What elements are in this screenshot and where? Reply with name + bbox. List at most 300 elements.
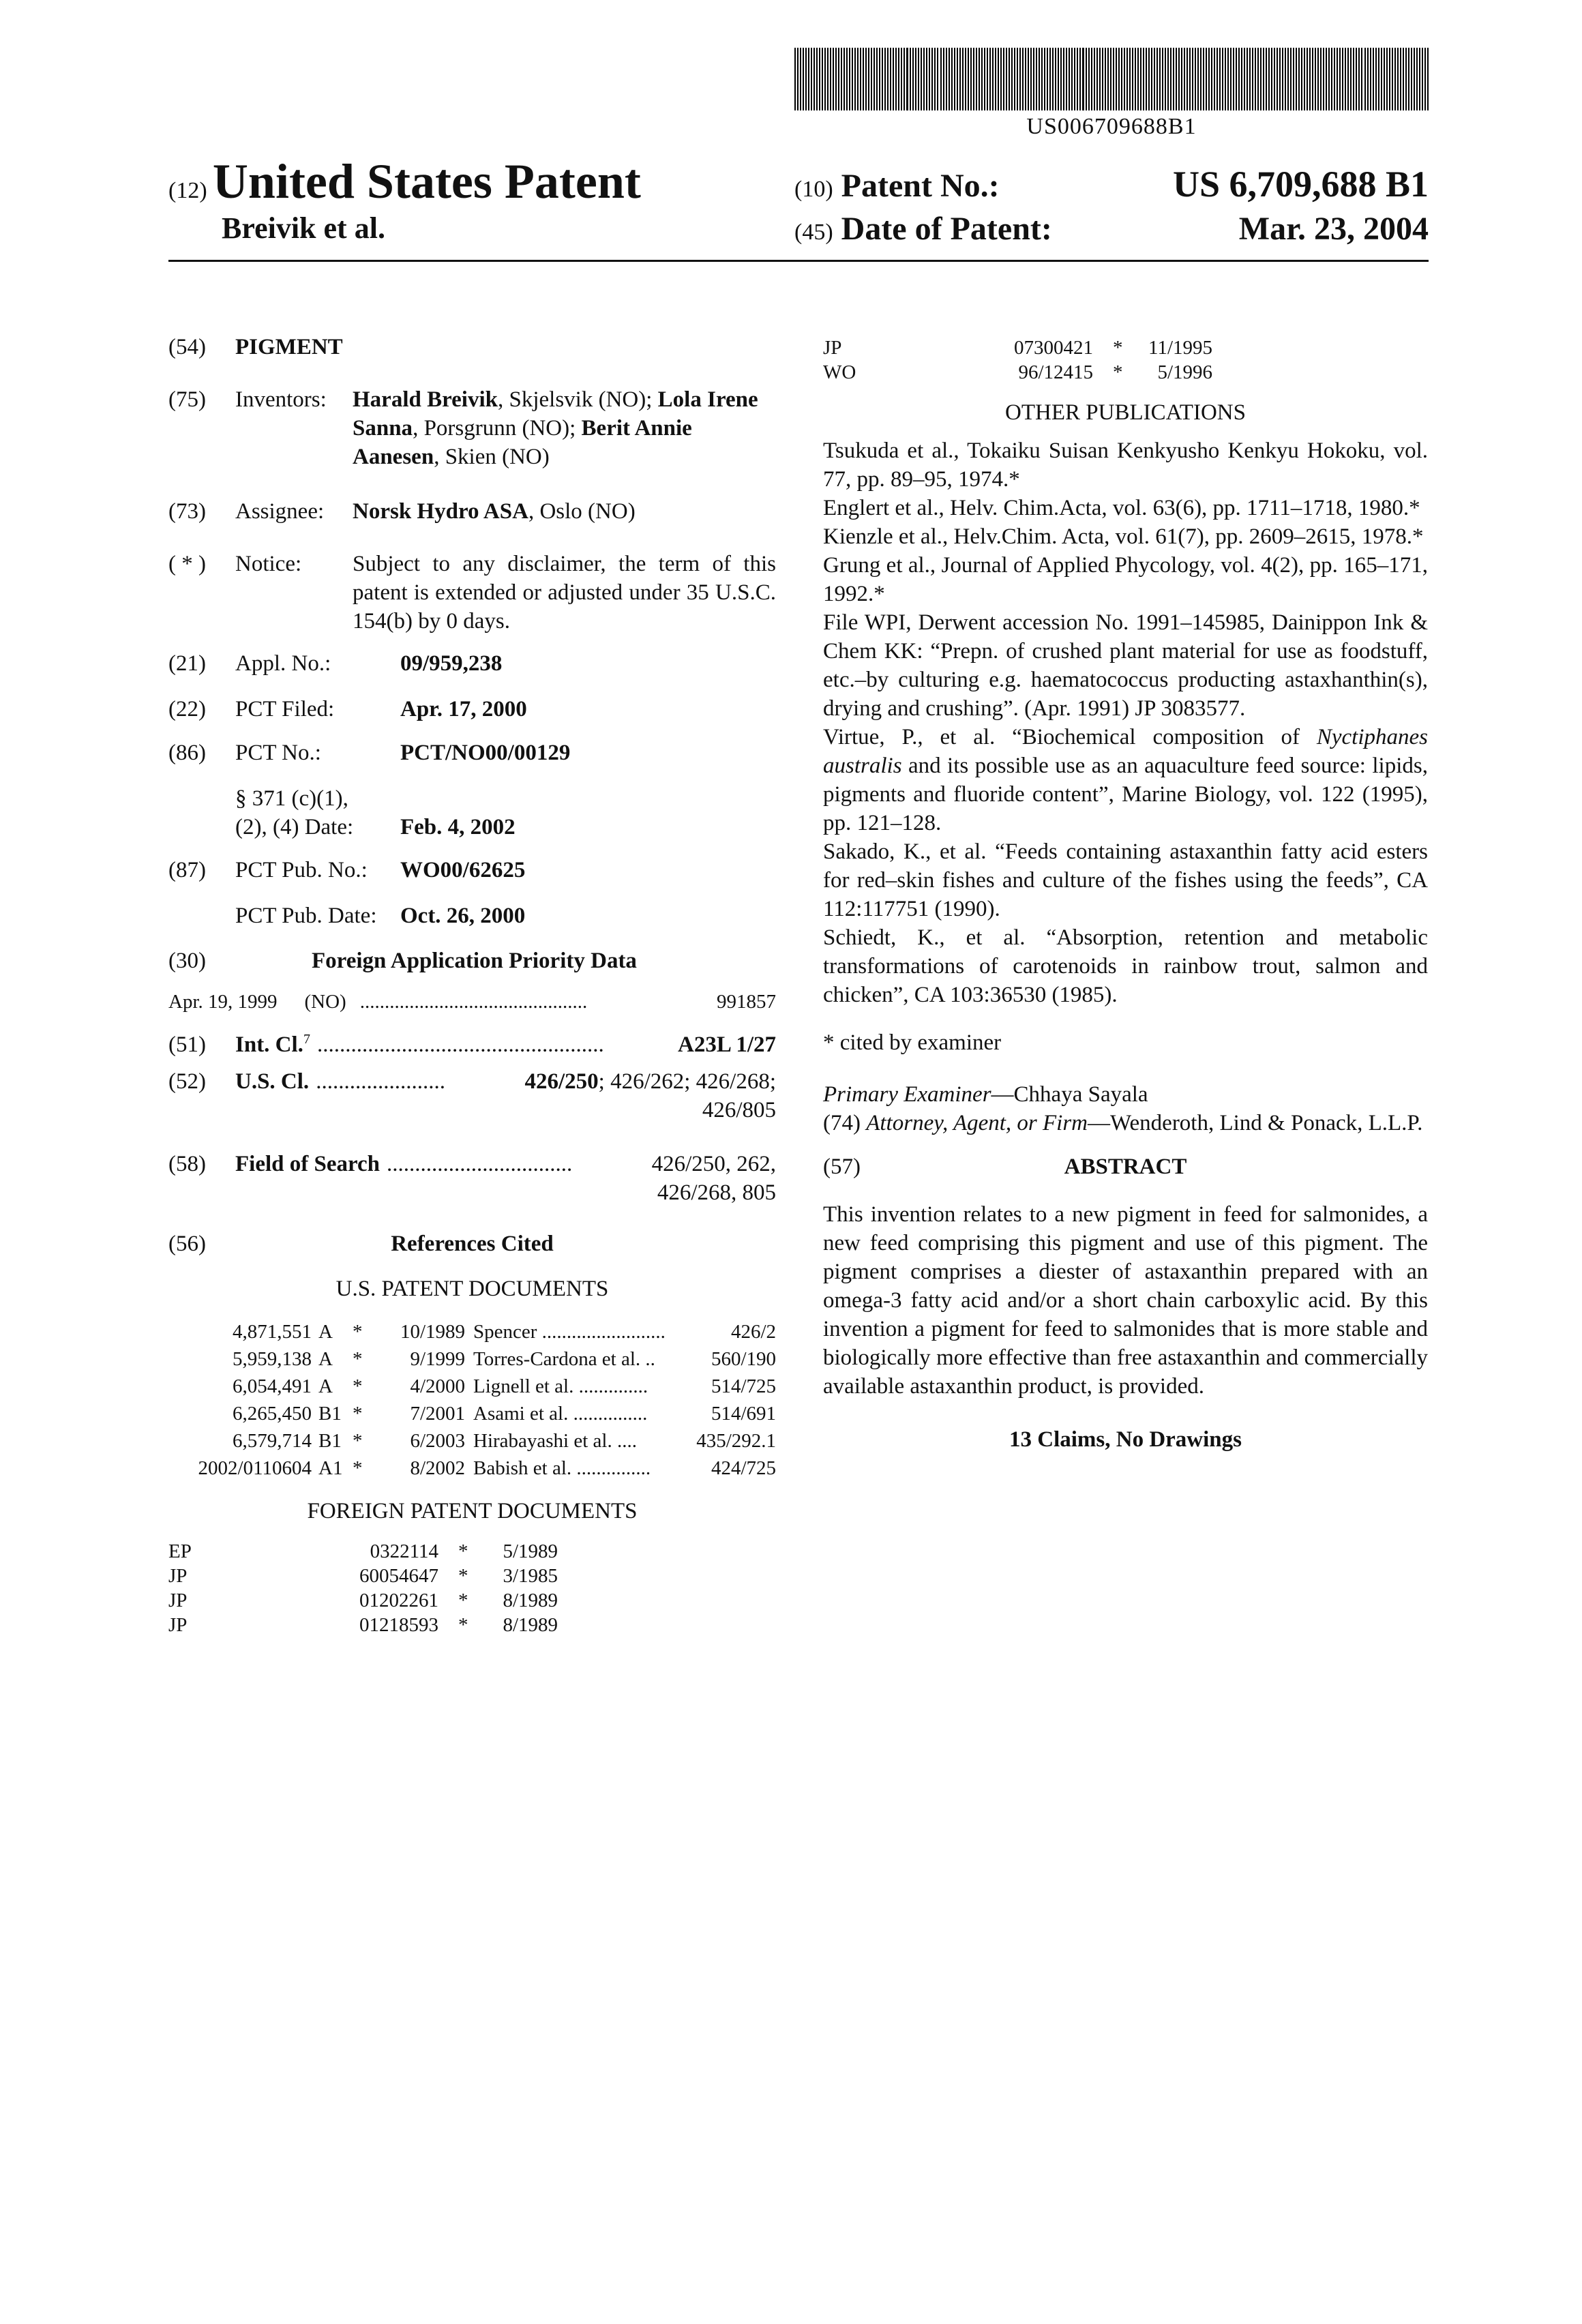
- barcode-bar: [871, 48, 872, 110]
- barcode-bar: [1143, 48, 1144, 110]
- barcode-bar: [1315, 48, 1316, 110]
- us-class: 514/725: [711, 1373, 776, 1400]
- field-label: (2), (4) Date:: [235, 813, 400, 841]
- publication: File WPI, Derwent accession No. 1991–145985, Dainippon Ink & Chem KK: “Prepn. of crushed plant material for use as foodstuff, etc.–by culturing e.g. haematococcus producting astaxhanthin(s), drying and crushing”. (Apr. 1991) JP 3083577.: [823, 608, 1428, 723]
- barcode-bar: [1063, 48, 1064, 110]
- barcode-bar: [1055, 48, 1056, 110]
- barcode-bar: [1282, 48, 1283, 110]
- cited-star: *: [353, 1427, 380, 1455]
- field-label: [235, 1030, 310, 1059]
- barcode-bar: [995, 48, 996, 110]
- barcode-bar: [1252, 48, 1253, 110]
- leader-dots: .......................: [316, 1067, 445, 1096]
- claims-summary: 13 Claims, No Drawings: [823, 1425, 1428, 1454]
- barcode-bar: [1167, 48, 1169, 110]
- barcode-bar: [1186, 48, 1188, 110]
- field-label: U.S. Cl.: [235, 1067, 309, 1096]
- barcode-bar: [1386, 48, 1388, 110]
- inventor-place: , Skien (NO): [434, 445, 550, 469]
- barcode-bar: [1320, 48, 1322, 110]
- patent-number: 4,871,551: [168, 1318, 312, 1345]
- barcode-bar: [1173, 48, 1174, 110]
- pct-pub-row: [168, 856, 776, 884]
- patent-number: 01202261: [305, 1588, 438, 1613]
- cited-star: *: [353, 1455, 380, 1482]
- inventor: Lignell et al.: [473, 1375, 573, 1397]
- field-label: PCT Pub. Date:: [235, 902, 400, 930]
- foreign-patent-list-continued: [823, 336, 1428, 385]
- inventor-place: , Porsgrunn (NO);: [413, 416, 581, 441]
- barcode-bar: [1375, 48, 1377, 110]
- inventor: Asami et al.: [473, 1403, 568, 1425]
- barcode-bar: [1334, 48, 1335, 110]
- attorney-name: —Wenderoth, Lind & Ponack, L.L.P.: [1088, 1111, 1422, 1135]
- kind-code: B1: [312, 1427, 353, 1455]
- section-heading: References Cited: [235, 1230, 776, 1258]
- barcode-bar: [1419, 48, 1420, 110]
- barcode-bar: [937, 48, 938, 110]
- abstract-heading: [823, 1152, 1428, 1181]
- inventor: Hirabayashi et al.: [473, 1430, 612, 1452]
- us-class: 560/190: [711, 1345, 776, 1373]
- field-label: Appl. No.:: [235, 649, 400, 678]
- barcode-bar: [1156, 48, 1158, 110]
- cited-star: *: [353, 1373, 380, 1400]
- kind-code: A: [312, 1345, 353, 1373]
- barcode-bar: [879, 48, 880, 110]
- barcode-bar: [816, 48, 818, 110]
- barcode-bar: [863, 48, 864, 110]
- barcode-bar: [1088, 48, 1090, 110]
- barcode-bar: [1176, 48, 1177, 110]
- barcode-bar: [1373, 48, 1374, 110]
- barcode-bar: [1219, 48, 1221, 110]
- barcode-bar: [811, 48, 812, 110]
- barcode-bar: [1094, 48, 1095, 110]
- inventor-place: , Skjelsvik (NO);: [498, 387, 658, 412]
- patent-number-line: [794, 164, 1429, 207]
- barcode-bar: [874, 48, 875, 110]
- barcode-bar: [844, 48, 845, 110]
- inid-code: (30): [168, 947, 235, 975]
- foreign-patent-list: [168, 1539, 776, 1637]
- barcode-bar: [1102, 48, 1103, 110]
- title-row: [168, 333, 776, 361]
- patent-date: 11/1995: [1134, 336, 1212, 360]
- barcode-bar: [1105, 48, 1106, 110]
- barcode-bar: [910, 48, 911, 110]
- barcode-bar: [890, 48, 891, 110]
- us-cl-rest: ; 426/262; 426/268;: [599, 1069, 776, 1094]
- barcode-bar: [1124, 48, 1125, 110]
- patent-date: 5/1996: [1134, 360, 1212, 385]
- barcode-bar: [1392, 48, 1393, 110]
- barcode-bar: [1017, 48, 1018, 110]
- patent-number: 60054647: [305, 1564, 438, 1588]
- country: JP: [168, 1613, 305, 1637]
- barcode-bar: [1422, 48, 1423, 110]
- barcode-bar: [1236, 48, 1237, 110]
- other-publications: [823, 436, 1428, 1009]
- barcode-bar: [797, 48, 799, 110]
- barcode-bar: [1028, 48, 1029, 110]
- barcode-bar: [1249, 48, 1251, 110]
- barcode-bar: [814, 48, 815, 110]
- patent-type-heading: [168, 154, 641, 218]
- foreign-patent-row: [168, 1613, 776, 1637]
- barcode-bar: [860, 48, 861, 110]
- barcode-bar: [921, 48, 922, 110]
- barcode-bar: [849, 48, 850, 110]
- barcode-bar: [931, 48, 933, 110]
- barcode-bar: [1099, 48, 1101, 110]
- barcode-bar: [1019, 48, 1021, 110]
- patent-date: 8/1989: [479, 1588, 558, 1613]
- barcode-bar: [1079, 48, 1081, 110]
- patent-number: 5,959,138: [168, 1345, 312, 1373]
- inid-code: (86): [168, 739, 235, 767]
- cited-star: *: [353, 1345, 380, 1373]
- inid-code: (10): [794, 175, 833, 204]
- barcode-bar: [981, 48, 983, 110]
- barcode-bar: [868, 48, 869, 110]
- barcode-bar: [1378, 48, 1379, 110]
- barcode-bar: [1414, 48, 1415, 110]
- barcode-bar: [957, 48, 958, 110]
- inid-code: (87): [168, 856, 235, 884]
- barcode-bar: [1137, 48, 1139, 110]
- header-rule: [168, 260, 1429, 262]
- barcode-bar: [819, 48, 820, 110]
- barcode-bar: [968, 48, 969, 110]
- barcode-bar: [1039, 48, 1040, 110]
- barcode-bar: [1069, 48, 1070, 110]
- attorney: [823, 1109, 1428, 1137]
- barcode-bar: [1370, 48, 1371, 110]
- subsection-heading: FOREIGN PATENT DOCUMENTS: [168, 1497, 776, 1525]
- inid-code: (75): [168, 385, 235, 471]
- barcode-bar: [854, 48, 856, 110]
- barcode-bar: [882, 48, 883, 110]
- abstract-text: This invention relates to a new pigment in feed for salmonides, a new feed comprising this pigment and use of this pigment. The pigment comprises a diester of astaxanthin prepared with an omega-3 fatty acid and/or a short chain carboxylic acid. By this invention a pigment for feed to salmonides that is more stable and biologically more effective than free astaxanthin and commercially available astaxanthin product, is provided.: [823, 1200, 1428, 1401]
- barcode-bar: [1353, 48, 1354, 110]
- cited-star: *: [438, 1564, 479, 1588]
- barcode-bar: [989, 48, 991, 110]
- us-patent-row: [168, 1400, 776, 1427]
- barcode-bar: [1424, 48, 1426, 110]
- barcode-bar: [841, 48, 842, 110]
- barcode-bar: [1326, 48, 1327, 110]
- patent-date: 9/1999: [380, 1345, 465, 1373]
- barcode-bar: [1298, 48, 1300, 110]
- barcode-bar: [1135, 48, 1136, 110]
- barcode-bar: [1364, 48, 1366, 110]
- patent-number: 6,265,450: [168, 1400, 312, 1427]
- field-label: Inventors:: [235, 385, 353, 471]
- patent-date: 8/1989: [479, 1613, 558, 1637]
- us-patent-row: [168, 1427, 776, 1455]
- barcode-bar: [1192, 48, 1193, 110]
- barcode-bar: [934, 48, 936, 110]
- barcode-bar: [1222, 48, 1223, 110]
- barcode-bar: [940, 48, 942, 110]
- us-cl-main: 426/250: [524, 1069, 598, 1094]
- barcode-bar: [893, 48, 894, 110]
- barcode-bar: [1271, 48, 1272, 110]
- inid-code: (45): [794, 218, 833, 247]
- patent-date: 5/1989: [479, 1539, 558, 1564]
- barcode-bar: [1427, 48, 1429, 110]
- pct-pub-date: Oct. 26, 2000: [400, 902, 776, 930]
- publication: Grung et al., Journal of Applied Phycology, vol. 4(2), pp. 165–171, 1992.*: [823, 551, 1428, 608]
- barcode-bar: [1293, 48, 1294, 110]
- label-text: Int. Cl.: [235, 1032, 303, 1057]
- barcode-bar: [1060, 48, 1062, 110]
- field-label: Field of Search: [235, 1150, 380, 1178]
- barcode-bar: [1159, 48, 1161, 110]
- us-class: 426/2: [731, 1318, 776, 1345]
- priority-country: (NO): [305, 989, 346, 1015]
- us-class: 435/292.1: [696, 1427, 776, 1455]
- patent-date: 3/1985: [479, 1564, 558, 1588]
- barcode-bar: [1301, 48, 1302, 110]
- search-fields: 426/250, 262,: [652, 1150, 776, 1178]
- patent-title-heading: United States Patent: [213, 154, 641, 209]
- publication: Schiedt, K., et al. “Absorption, retention and metabolic transformations of carotenoids in rainbow trout, salmon and chicken”, CA 103:36530 (1985).: [823, 923, 1428, 1009]
- barcode-bar: [929, 48, 930, 110]
- barcode-bar: [1416, 48, 1418, 110]
- leader-dots: ..............: [579, 1375, 648, 1397]
- field-label: PCT No.:: [235, 739, 400, 767]
- barcode-bar: [949, 48, 950, 110]
- barcode-bar: [1408, 48, 1409, 110]
- kind-code: A: [312, 1373, 353, 1400]
- inventor: Torres-Cardona et al.: [473, 1348, 640, 1370]
- patent-number: 2002/0110604: [168, 1455, 312, 1482]
- barcode-bar: [1394, 48, 1396, 110]
- barcode-bar: [838, 48, 839, 110]
- barcode-bar: [946, 48, 947, 110]
- leader-dots: .........................: [542, 1321, 666, 1343]
- barcode-bar: [830, 48, 831, 110]
- barcode-bar: [1403, 48, 1404, 110]
- patent-number: 96/12415: [959, 360, 1093, 385]
- barcode-bar: [1230, 48, 1232, 110]
- barcode-bar: [915, 48, 916, 110]
- barcode-bar: [1074, 48, 1075, 110]
- field-label: PCT Pub. No.:: [235, 856, 400, 884]
- barcode-bar: [1350, 48, 1352, 110]
- barcode-bar: [1345, 48, 1346, 110]
- barcode-bar: [1244, 48, 1245, 110]
- inid-code: (22): [168, 695, 235, 724]
- barcode-bar: [1082, 48, 1084, 110]
- barcode-bar: [979, 48, 980, 110]
- barcode-bar: [808, 48, 809, 110]
- publication: Sakado, K., et al. “Feeds containing astaxanthin fatty acid esters for red–skin fishes and culture of the fishes using the feeds”, CA 112:117751 (1990).: [823, 837, 1428, 923]
- us-patent-row: [168, 1373, 776, 1400]
- barcode-bar: [1400, 48, 1401, 110]
- patent-number: 01218593: [305, 1613, 438, 1637]
- barcode-bar: [1140, 48, 1141, 110]
- barcode-bar: [970, 48, 972, 110]
- section-heading: Foreign Application Priority Data: [235, 947, 776, 975]
- inventor-name: Lola Irene Sanna: [353, 387, 758, 441]
- barcode-bar: [912, 48, 914, 110]
- us-class: 514/691: [711, 1400, 776, 1427]
- barcode-bar: [1337, 48, 1338, 110]
- us-cl-row: [168, 1067, 776, 1124]
- barcode-bar: [1279, 48, 1281, 110]
- primary-examiner: [823, 1080, 1428, 1109]
- notice-row: [168, 550, 776, 636]
- patent-number: 0322114: [305, 1539, 438, 1564]
- field-label: PCT Filed:: [235, 695, 400, 724]
- country: WO: [823, 360, 959, 385]
- foreign-patent-row: [168, 1564, 776, 1588]
- patent-number: US 6,709,688 B1: [1173, 164, 1429, 205]
- barcode-bar: [1151, 48, 1152, 110]
- cited-star: *: [1093, 336, 1134, 360]
- label-text: Primary Examiner: [823, 1082, 991, 1107]
- country: JP: [168, 1588, 305, 1613]
- inid-code: (56): [168, 1230, 235, 1258]
- barcode-bar: [1211, 48, 1212, 110]
- barcode-bar: [1411, 48, 1412, 110]
- us-patent-row: [168, 1318, 776, 1345]
- barcode-bar: [1225, 48, 1226, 110]
- foreign-patent-row: [823, 360, 1428, 385]
- inid-code: ( * ): [168, 550, 235, 636]
- pub-text: Virtue, P., et al. “Biochemical composition of: [823, 725, 1317, 749]
- patent-date: 6/2003: [380, 1427, 465, 1455]
- us-patent-list: [168, 1318, 776, 1482]
- barcode-bar: [1339, 48, 1341, 110]
- patent-date: 4/2000: [380, 1373, 465, 1400]
- barcode-bar: [1154, 48, 1155, 110]
- barcode-bar: [803, 48, 804, 110]
- country: EP: [168, 1539, 305, 1564]
- inventor: Babish et al.: [473, 1457, 571, 1479]
- barcode-bar: [1241, 48, 1242, 110]
- barcode-number: US006709688B1: [794, 113, 1429, 140]
- barcode-bar: [1274, 48, 1275, 110]
- barcode-bar: [1361, 48, 1362, 110]
- barcode-bar: [1255, 48, 1256, 110]
- int-cl-row: [168, 1030, 776, 1059]
- cited-note: * cited by examiner: [823, 1028, 1428, 1057]
- cited-star: *: [438, 1588, 479, 1613]
- barcode-bar: [822, 48, 823, 110]
- patent-date: 7/2001: [380, 1400, 465, 1427]
- s371-date: Feb. 4, 2002: [400, 813, 776, 841]
- barcode-bar: [1206, 48, 1207, 110]
- barcode-bar: [976, 48, 977, 110]
- inid-code: (54): [168, 333, 235, 361]
- barcode-bar: [1118, 48, 1120, 110]
- kind-code: A1: [312, 1455, 353, 1482]
- inid-code: (12): [168, 178, 207, 203]
- field-label: Assignee:: [235, 497, 353, 526]
- notice-text: Subject to any disclaimer, the term of this patent is extended or adjusted under 35 U.S.C. 154(b) by 0 days.: [353, 550, 776, 636]
- barcode-bar: [1296, 48, 1297, 110]
- foreign-patent-row: [823, 336, 1428, 360]
- leader-dots: ...............: [573, 1403, 648, 1425]
- pub-text: and its possible use as an aquaculture feed source: lipids, pigments and fluoride content”, Marine Biology, vol. 122 (1995), pp. 121–128.: [823, 754, 1428, 835]
- barcode-bar: [1132, 48, 1133, 110]
- barcode-bar: [1328, 48, 1330, 110]
- search-row: [168, 1150, 776, 1207]
- field-label: Notice:: [235, 550, 353, 636]
- barcode-bar: [1342, 48, 1343, 110]
- priority-no: 991857: [717, 989, 776, 1015]
- inid-code: (52): [168, 1067, 235, 1124]
- barcode-bar: [1086, 48, 1087, 110]
- barcode-bar: [965, 48, 966, 110]
- barcode-bar: [923, 48, 925, 110]
- cited-star: *: [353, 1400, 380, 1427]
- barcode-bar: [1247, 48, 1248, 110]
- barcode-bar: [1323, 48, 1324, 110]
- barcode-bar: [1257, 48, 1259, 110]
- barcode-bar: [1260, 48, 1262, 110]
- barcode-bar: [824, 48, 826, 110]
- barcode-bar: [865, 48, 867, 110]
- barcode-bar: [1263, 48, 1264, 110]
- assignee: Norsk Hydro ASA: [353, 499, 528, 524]
- pct-filed-date: Apr. 17, 2000: [400, 695, 776, 724]
- barcode-bar: [1384, 48, 1385, 110]
- inventors-list: [353, 385, 776, 471]
- barcode-bar: [1397, 48, 1399, 110]
- cited-star: *: [438, 1539, 479, 1564]
- inid-code: (57): [823, 1152, 890, 1181]
- barcode-bar: [1110, 48, 1111, 110]
- barcode-bar: [800, 48, 801, 110]
- pub-italic: Nyctiphanes australis: [823, 725, 1428, 778]
- barcode-bar: [833, 48, 834, 110]
- inid-code: (73): [168, 497, 235, 526]
- leader-dots: ...............: [576, 1457, 651, 1479]
- inid-code: (51): [168, 1030, 235, 1059]
- barcode-bar: [1126, 48, 1128, 110]
- barcode-bar: [1405, 48, 1407, 110]
- barcode-bar: [1184, 48, 1185, 110]
- authors: Breivik et al.: [222, 211, 385, 245]
- date-of-patent-line: [794, 209, 1429, 250]
- cited-star: *: [438, 1613, 479, 1637]
- barcode-bar: [1358, 48, 1360, 110]
- patent-date: Mar. 23, 2004: [1239, 209, 1429, 250]
- barcode-bar: [1113, 48, 1114, 110]
- barcode-bar: [1389, 48, 1390, 110]
- barcode-bar: [1197, 48, 1199, 110]
- barcode-bar: [901, 48, 902, 110]
- barcode-bar: [1033, 48, 1034, 110]
- barcode-bar: [943, 48, 944, 110]
- patent-number: 6,579,714: [168, 1427, 312, 1455]
- references-cited: [168, 1230, 776, 1637]
- kind-code: B1: [312, 1400, 353, 1427]
- right-column: [823, 336, 1428, 1454]
- examiner-name: —Chhaya Sayala: [991, 1082, 1148, 1107]
- barcode-bar: [1162, 48, 1163, 110]
- barcode-bar: [1165, 48, 1166, 110]
- publication: Tsukuda et al., Tokaiku Suisan Kenkyusho Kenkyu Hokoku, vol. 77, pp. 89–95, 1974.*: [823, 436, 1428, 494]
- pct-pub-no: WO00/62625: [400, 856, 776, 884]
- cited-star: *: [353, 1318, 380, 1345]
- s371-row: [168, 784, 776, 841]
